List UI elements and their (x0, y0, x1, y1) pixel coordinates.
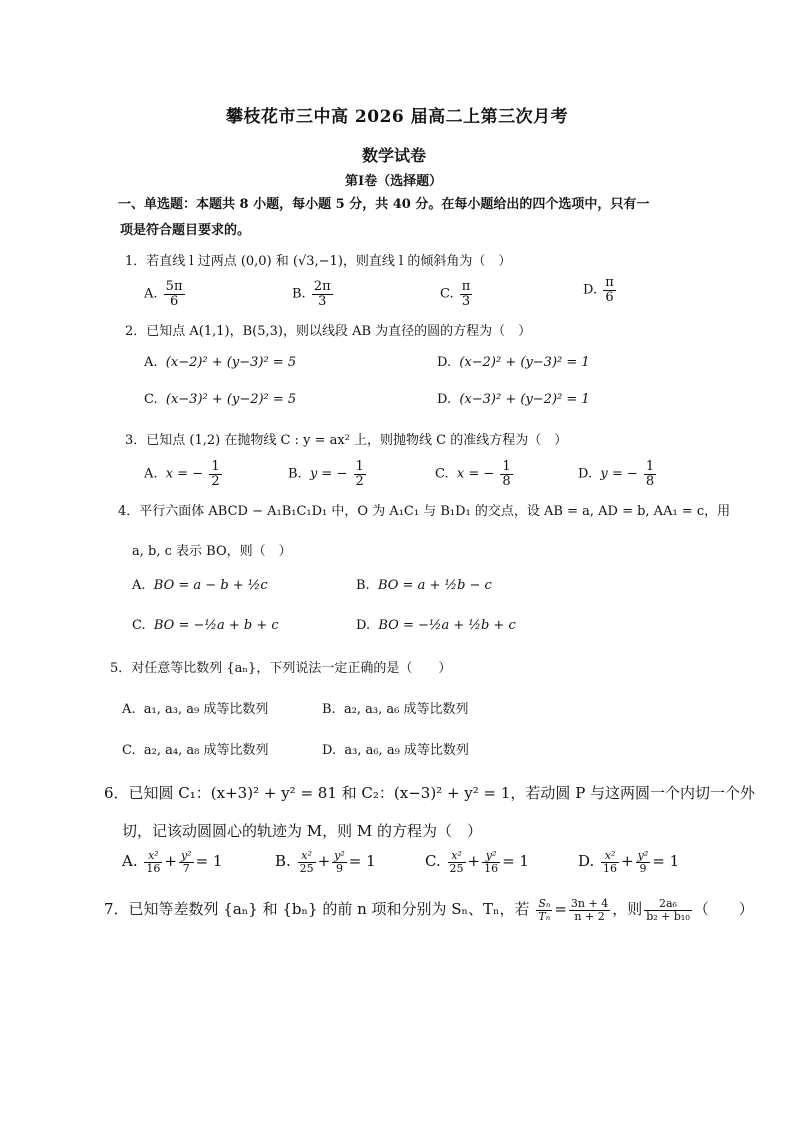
question-6-stem-line1: 6．已知圆 C₁：(x+3)² + y² = 81 和 C₂：(x−3)² + y² = 1，若动圆 P 与这两圆一个内切一个外 (104, 784, 756, 802)
fraction-numerator: 1 (355, 459, 364, 474)
q6-option-a: A. $\frac{\text{x²}}{16}$ + $\frac{\text{y²}}{7}$ = 1 (122, 849, 223, 875)
option-label: D. (578, 466, 593, 482)
option-text: BO = −½a + ½b + c (378, 618, 516, 633)
option-text: a₁, a₃, a₉ 成等比数列 (143, 702, 269, 717)
fraction-denominator: 9 (639, 861, 647, 875)
q2-option-a (144, 355, 296, 370)
fraction-numerator: 2a₆ (644, 898, 692, 911)
q7-tail: （ ） (693, 900, 754, 919)
q3-option-b (288, 460, 368, 488)
option-prefix: x = − (165, 466, 204, 482)
fraction-numerator: 5π (165, 279, 183, 294)
fraction-numerator: π (605, 275, 614, 290)
option-text: BO = a − b + ½c (153, 578, 268, 593)
option-label: C. (144, 392, 158, 407)
option-text: a₂, a₃, a₆ 成等比数列 (343, 702, 469, 717)
fraction-denominator: b₂ + b₁₀ (646, 909, 690, 923)
option-label: C. (440, 286, 454, 302)
question-4-stem-line2: a, b, c 表示 BO，则（ ） (132, 544, 292, 559)
option-label: D. (583, 282, 598, 298)
fraction-numerator: 1 (211, 459, 220, 474)
fraction-numerator: Sₙ (538, 897, 551, 910)
question-4-stem-line1: 4．平行六面体 ABCD − A₁B₁C₁D₁ 中，O 为 A₁C₁ 与 B₁D₁ 的交点，设 AB = a, AD = b, AA₁ = c，用 (118, 504, 731, 519)
option-label: B. (275, 852, 291, 871)
option-label: A. (144, 355, 158, 370)
option-label: A. (122, 852, 138, 871)
option-prefix: x = − (456, 466, 495, 482)
option-label: A. (122, 702, 136, 717)
option-label: D. (437, 392, 452, 407)
question-5-stem: 5．对任意等比数列 {aₙ}，下列说法一定正确的是（ ） (110, 661, 452, 676)
fraction-denominator: 7 (182, 861, 190, 875)
option-label: D. (578, 852, 595, 871)
option-label: B. (292, 286, 306, 302)
part-heading: 第Ⅰ卷（选择题） (345, 174, 443, 189)
q3-option-d (578, 460, 658, 488)
fraction-denominator: 16 (146, 861, 161, 875)
option-label: A. (144, 286, 158, 302)
fraction-denominator: 6 (605, 289, 614, 305)
option-label: B. (288, 466, 302, 482)
fraction-denominator: 8 (645, 473, 655, 489)
fraction-numerator: 1 (502, 459, 511, 474)
q1-option-c (440, 280, 474, 308)
exam-subtitle: 数学试卷 (362, 146, 427, 165)
option-label: C. (425, 852, 441, 871)
q4-option-d (356, 618, 516, 633)
fraction-numerator: y² (482, 850, 500, 863)
fraction-numerator: x² (601, 850, 619, 863)
option-label: C. (132, 618, 146, 633)
fraction-numerator: 1 (645, 459, 655, 474)
question-2-stem: 2．已知点 A(1,1)，B(5,3)，则以线段 AB 为直径的圆的方程为（ ） (125, 324, 532, 339)
q4-option-b (356, 578, 492, 593)
option-label: A. (144, 466, 158, 482)
option-prefix: y = − (309, 466, 348, 482)
option-label: A. (132, 578, 146, 593)
option-label: C. (435, 466, 449, 482)
question-3-stem: 3．已知点 (1,2) 在抛物线 C : y = ax² 上，则抛物线 C 的准线方程为（ ） (125, 433, 568, 448)
section-instruction-line2: 项是符合题目要求的。 (120, 223, 251, 238)
q7-mid-text: ，则 (612, 900, 643, 919)
section-instruction-line1: 一、单选题：本题共 8 小题，每小题 5 分，共 40 分。在每小题给出的四个选项中，只有一 (118, 197, 650, 212)
option-text: a₂, a₄, a₈ 成等比数列 (143, 743, 269, 758)
fraction-numerator: 2π (313, 279, 331, 294)
fraction-numerator: y² (334, 849, 345, 862)
fraction-denominator: 16 (603, 861, 618, 875)
q7-stem-text: 7．已知等差数列 {aₙ} 和 {bₙ} 的前 n 项和分别为 Sₙ、Tₙ，若 (104, 900, 530, 919)
option-label: D. (437, 355, 452, 370)
fraction-denominator: 3 (318, 293, 327, 309)
q4-option-a (132, 578, 268, 593)
option-label: C. (122, 743, 136, 758)
fraction-denominator: 3 (461, 293, 471, 309)
equals-sign: = (554, 900, 567, 919)
q2-option-d (437, 392, 590, 407)
fraction-denominator: 8 (502, 473, 511, 489)
q5-option-c (122, 739, 268, 758)
fraction-denominator: Tₙ (538, 909, 551, 923)
fraction-denominator: 2 (211, 473, 220, 489)
question-6-stem-line2: 切，记该动圆圆心的轨迹为 M，则 M 的方程为（ ） (122, 822, 483, 840)
q1-option-b (292, 280, 335, 308)
q3-option-c (435, 460, 515, 488)
option-text: (x−2)² + (y−3)² = 1 (459, 355, 590, 370)
option-label: D. (322, 743, 337, 758)
q6-option-d: D. $\frac{\text{x²}}{16}$ + $\frac{\text{y²}}{9}$ = 1 (578, 849, 680, 875)
fraction-denominator: 6 (169, 293, 179, 309)
q5-option-d (322, 739, 469, 758)
fraction-denominator: 25 (299, 861, 314, 875)
q2-option-c (144, 392, 296, 407)
q1-option-a (144, 280, 187, 308)
q1-option-d (583, 276, 618, 304)
fraction-denominator: 2 (355, 473, 364, 489)
q5-option-b (322, 698, 469, 717)
option-text: BO = −½a + b + c (153, 618, 279, 633)
fraction-denominator: 9 (335, 861, 343, 875)
fraction-numerator: 3n + 4 (570, 897, 609, 910)
q5-option-a (122, 698, 268, 717)
fraction-numerator: x² (144, 850, 162, 863)
option-text: (x−3)² + (y−2)² = 1 (459, 392, 590, 407)
fraction-numerator: π (461, 279, 471, 294)
q6-option-b: B. $\frac{\text{x²}}{25}$ + $\frac{\text{y²}}{9}$ = 1 (275, 849, 376, 875)
option-label: B. (322, 702, 336, 717)
option-label: D. (356, 618, 371, 633)
fraction-numerator: y² (180, 849, 192, 862)
fraction-denominator: 16 (484, 861, 499, 875)
fraction-numerator: x² (448, 850, 466, 863)
option-text: (x−2)² + (y−3)² = 5 (165, 355, 297, 370)
q4-option-c (132, 618, 279, 633)
question-1-stem: 1．若直线 l 过两点 (0,0) 和 (√3,−1)，则直线 l 的倾斜角为（ ） (125, 254, 512, 269)
q6-option-c: C. $\frac{\text{x²}}{25}$ + $\frac{\text{y²}}{16}$ = 1 (425, 849, 529, 875)
option-text: a₃, a₆, a₉ 成等比数列 (344, 743, 469, 758)
fraction-numerator: y² (637, 849, 649, 862)
exam-title: 攀枝花市三中高 2026 届高二上第三次月考 (226, 107, 569, 127)
option-text: (x−3)² + (y−2)² = 5 (165, 392, 297, 407)
q2-option-b (437, 355, 590, 370)
option-prefix: y = − (600, 466, 638, 482)
option-label: B. (356, 578, 370, 593)
q3-option-a (144, 460, 224, 488)
fraction-denominator: 25 (449, 861, 464, 875)
fraction-numerator: x² (298, 850, 316, 863)
fraction-denominator: n + 2 (574, 909, 605, 923)
question-7-stem (104, 898, 754, 922)
option-text: BO = a + ½b − c (377, 578, 492, 593)
